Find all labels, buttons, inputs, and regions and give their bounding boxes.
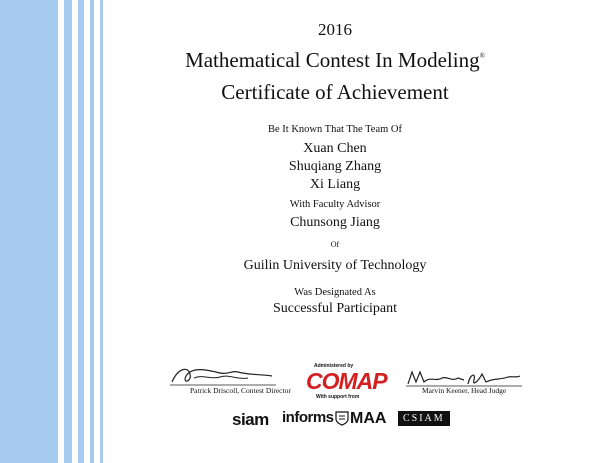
contest-title-text: Mathematical Contest In Modeling (185, 48, 480, 72)
team-member: Xi Liang (309, 177, 361, 192)
registered-mark: ® (479, 52, 485, 60)
stripe-3 (78, 0, 84, 463)
award-designation: Successful Participant (272, 301, 398, 316)
of-label: Of (330, 240, 340, 249)
director-signature (168, 364, 278, 388)
stripe-4 (90, 0, 94, 463)
certificate-title: Certificate of Achievement (221, 80, 449, 104)
team-member: Xuan Chen (303, 141, 367, 156)
team-member: Shuqiang Zhang (288, 159, 382, 174)
team-intro: Be It Known That The Team Of (268, 124, 402, 135)
judge-caption: Marvin Keener, Head Judge (422, 386, 507, 395)
decorative-stripes (0, 0, 110, 463)
advisor-name: Chunsong Jiang (290, 215, 380, 230)
csiam-logo: CSIAM (398, 411, 450, 426)
comap-logo: COMAP (306, 368, 387, 394)
stripe-wide (0, 0, 58, 463)
certificate-year: 2016 (318, 20, 352, 39)
siam-logo: siam (232, 410, 269, 429)
support-label: With support from (316, 394, 360, 400)
contest-title (130, 48, 540, 73)
advisor-label: With Faculty Advisor (289, 199, 381, 210)
stripe-5 (100, 0, 103, 463)
stripe-2 (64, 0, 72, 463)
maa-emblem-icon (335, 410, 349, 426)
designation-label: Was Designated As (294, 287, 376, 298)
judge-signature (404, 368, 524, 388)
maa-logo: MAA (350, 410, 387, 427)
informs-logo: informs (282, 409, 334, 426)
administered-by-label: Administered by (314, 363, 354, 369)
director-caption: Patrick Driscoll, Contest Director (190, 386, 291, 395)
institution-name: Guilin University of Technology (243, 258, 427, 273)
